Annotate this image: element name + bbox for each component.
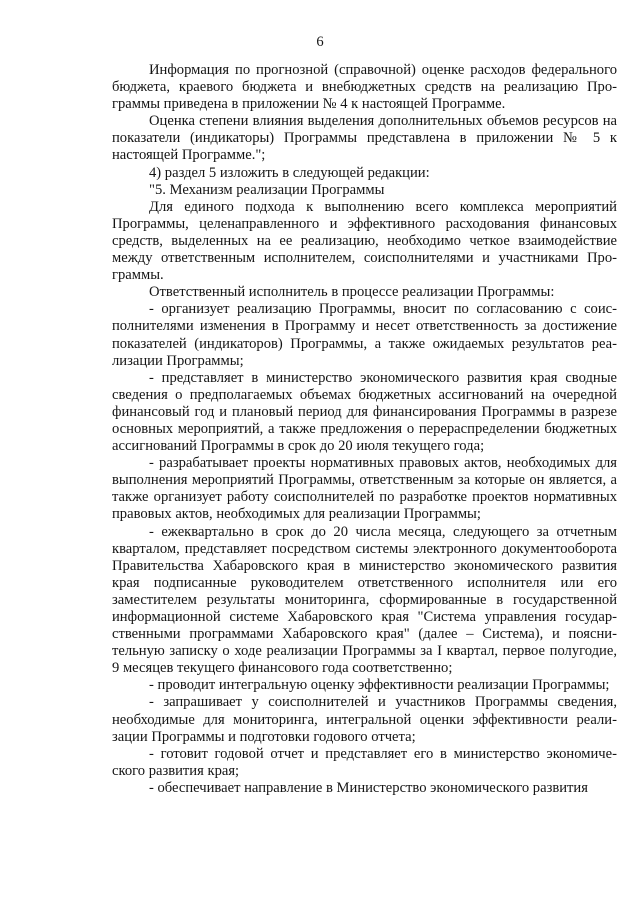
body-text xyxy=(112,62,617,797)
page-number: 6 xyxy=(316,34,324,50)
paragraph: Для единого подхода к выполнению всего комплекса мероприятий Программы, целенаправленного и эффективного расходования финансовых средств, выделенных на ее реализацию, необходимо четкое взаимодействие между ответственным исполнителем, соисполнителями и участниками Программы. xyxy=(112,198,617,284)
paragraph: 4) раздел 5 изложить в следующей редакции: xyxy=(149,164,430,181)
paragraph: Ответственный исполнитель в процессе реализации Программы: xyxy=(149,284,555,301)
list-item: - проводит интегральную оценку эффективности реализации Программы; xyxy=(149,677,610,694)
paragraph: Информация по прогнозной (справочной) оценке расходов федерального бюджета, краевого бюджета и внебюджетных средств на реализацию Программы приведена в приложении № 4 к настоящей Программе. xyxy=(112,62,617,113)
section-heading: "5. Механизм реализации Программы xyxy=(149,181,385,198)
paragraph: Оценка степени влияния выделения дополнительных объемов ресурсов на показатели (индикаторы) Программы представлена в приложении № 5 к настоящей Программе."; xyxy=(112,113,617,164)
list-item: - представляет в министерство экономического развития края сводные сведения о предполагаемых объемах бюджетных ассигнований на очередной финансовый год и плановый период для финансирования Программы в разрезе основных мероприятий, а также предложения о перераспределении бюджетных ассигнований Программы в срок до 20 июля текущего года; xyxy=(112,369,617,455)
list-item: - запрашивает у соисполнителей и участников Программы сведения, необходимые для мониторинга, интегральной оценки эффективности реализации Программы и подготовки годового отчета; xyxy=(112,694,617,745)
list-item: - готовит годовой отчет и представляет его в министерство экономического развития края; xyxy=(112,745,617,779)
list-item: - разрабатывает проекты нормативных правовых актов, необходимых для выполнения мероприятий Программы, ответственным за которые он является, а также организует работу соисполнителей по разработке проектов нормативных правовых актов, необходимых для реализации Программы; xyxy=(112,455,617,523)
list-item: - обеспечивает направление в Министерство экономического развития xyxy=(149,779,588,796)
list-item: - организует реализацию Программы, вносит по согласованию с соисполнителями изменения в Программу и несет ответственность за достижение показателей (индикаторов) Программы, а также ожидаемых результатов реализации Программы; xyxy=(112,301,617,369)
list-item: - ежеквартально в срок до 20 числа месяца, следующего за отчетным кварталом, представляет посредством системы электронного документооборота Правительства Хабаровского края в министерство экономического развития края подписанные руководителем ответственного исполнителя или его заместителем результаты мониторинга, сформированные в государственной информационной системе Хабаровского края "Система управления государственными программами Хабаровского края" (далее – Система), и пояснительную записку о ходе реализации Программы за I квартал, первое полугодие, 9 месяцев текущего финансового года соответственно; xyxy=(112,523,617,677)
